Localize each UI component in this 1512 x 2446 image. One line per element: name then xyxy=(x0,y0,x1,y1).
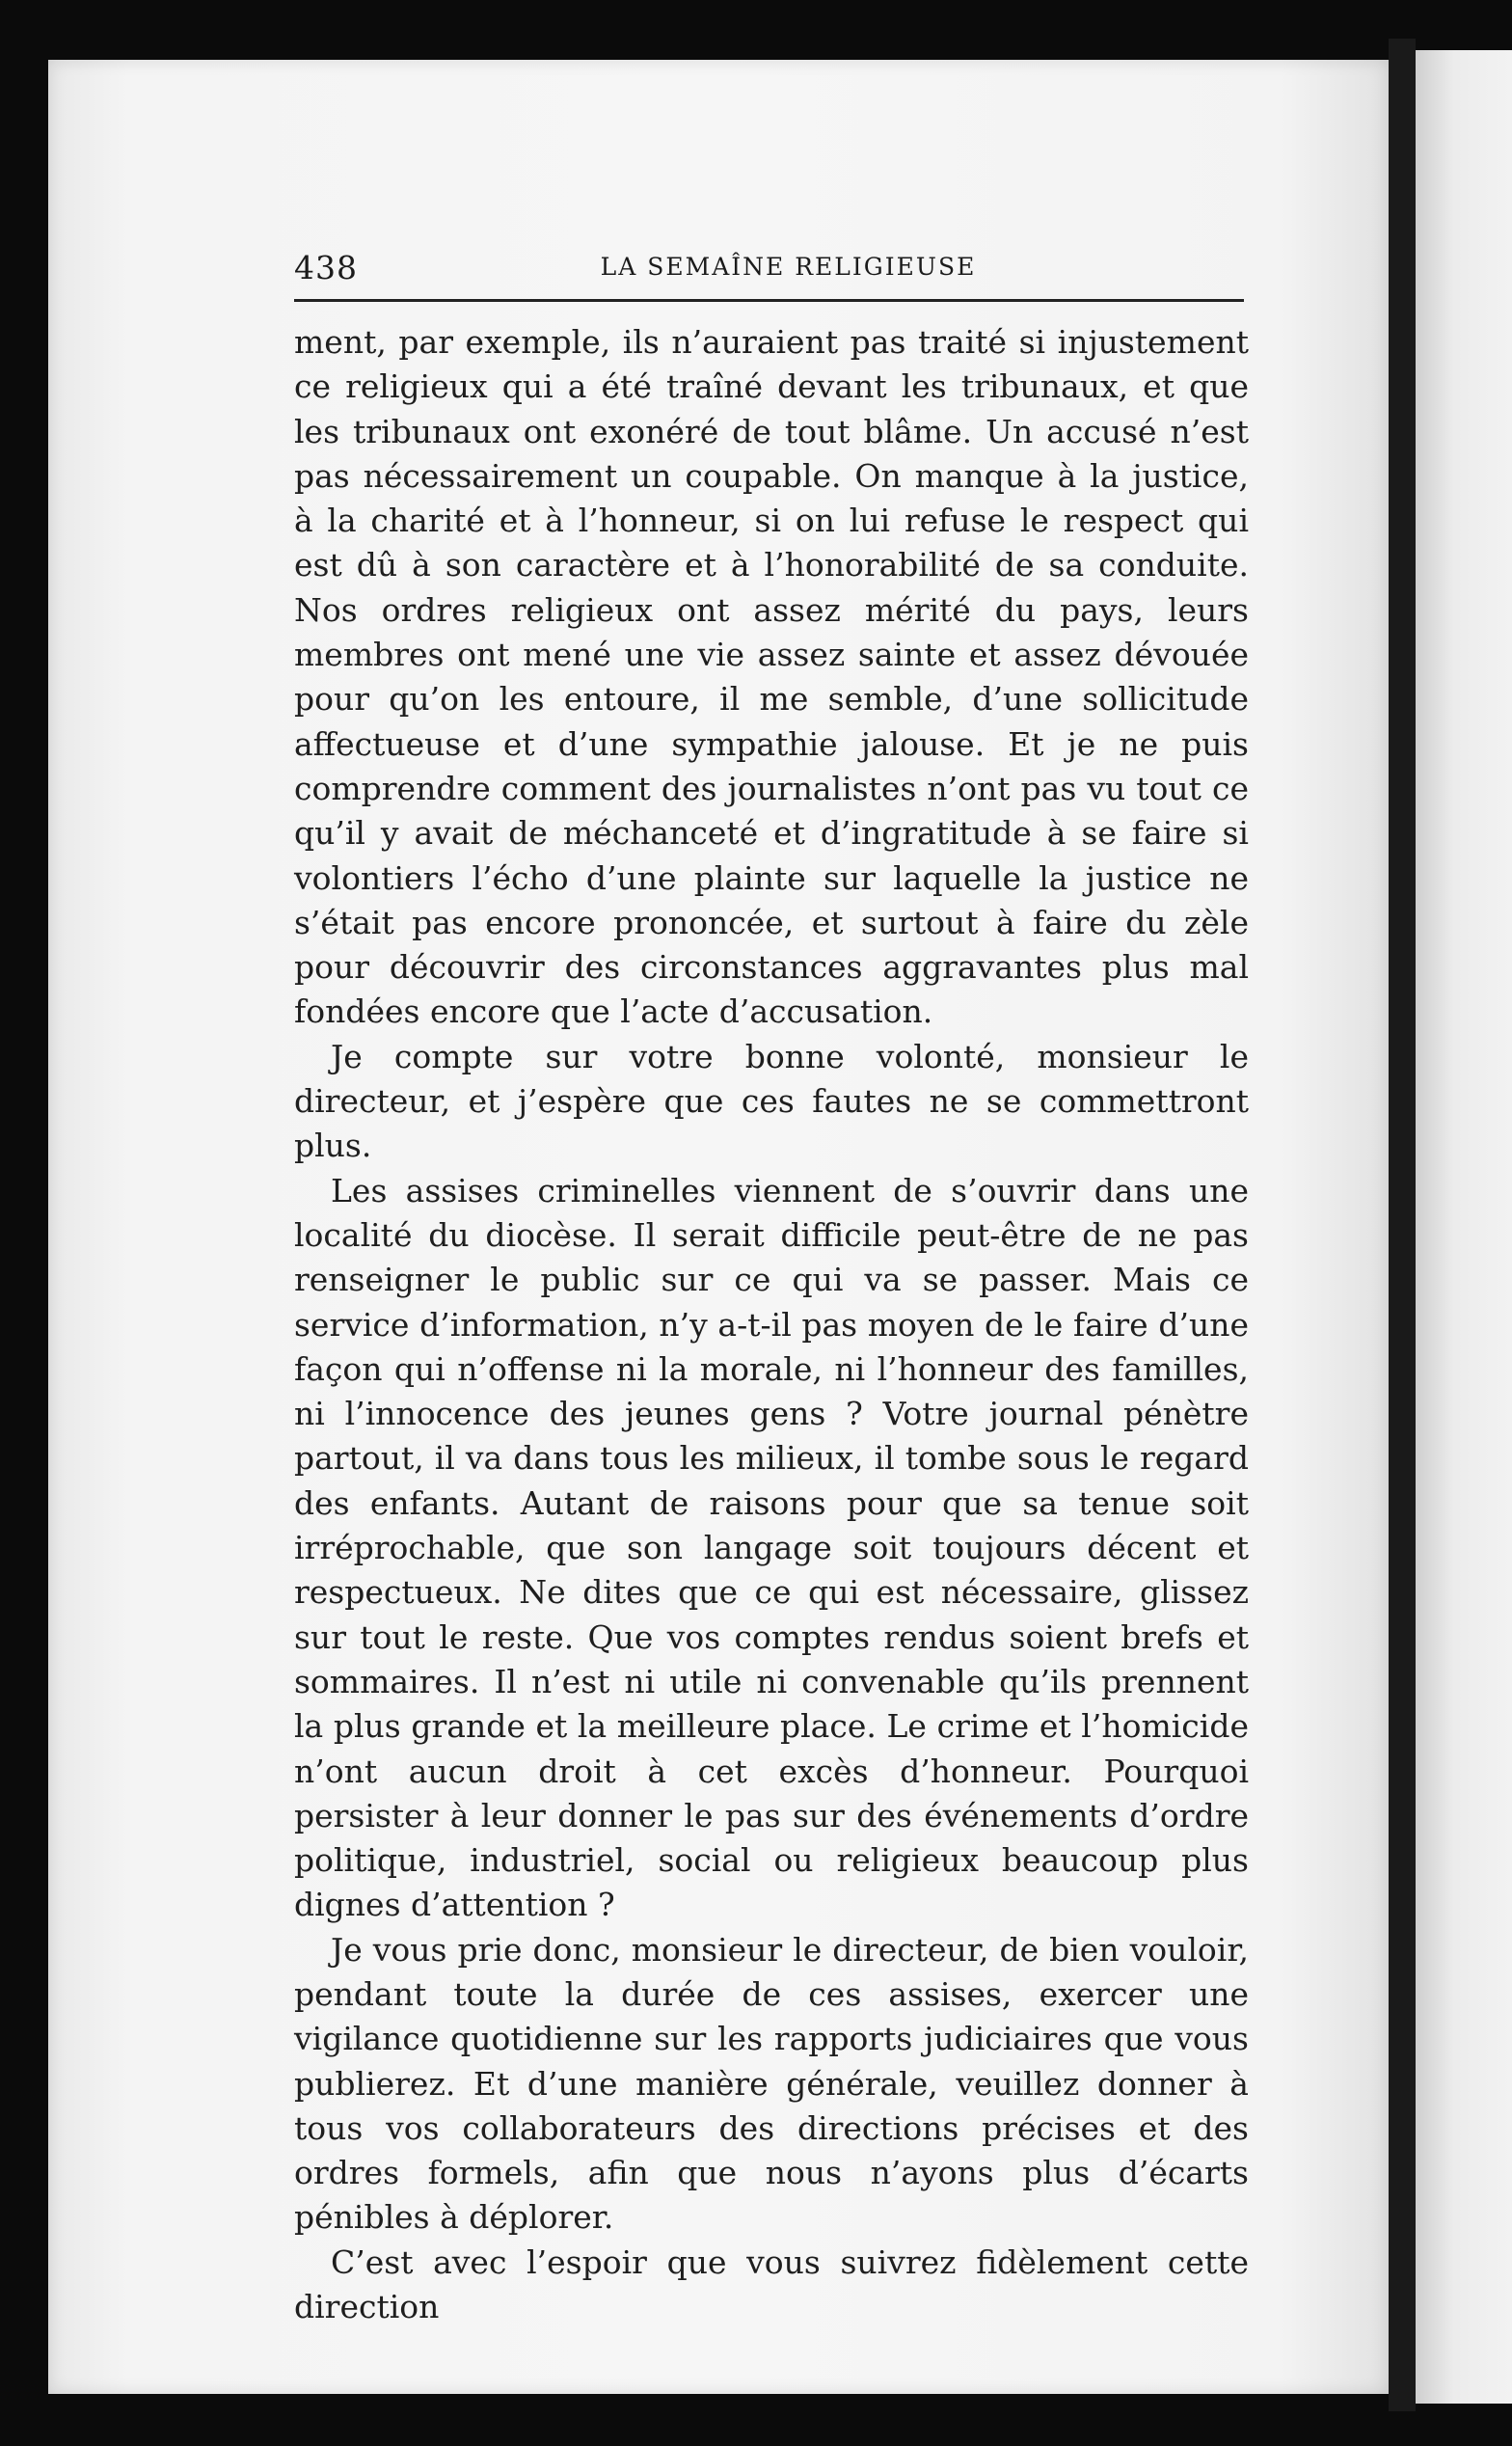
paragraph: Les assises criminelles viennent de s’ouvrir dans une localité du diocèse. Il serait difficile peut-être de ne pas renseigner le public sur ce qui va se passer. Mais ce service d’information, n’y a-t-il pas moyen de le faire d’une façon qui n’offense ni la morale, ni l’honneur des familles, ni l’innocence des jeunes gens ? Votre journal pénètre partout, il va dans tous les milieux, il tombe sous le regard des enfants. Autant de raisons pour que sa tenue soit irréprochable, que son langage soit toujours décent et respectueux. Ne dites que ce qui est nécessaire, glissez sur tout le reste. Que vos comptes rendus soient brefs et sommaires. Il n’est ni utile ni convenable qu’ils prennent la plus grande et la meilleure place. Le crime et l’homicide n’ont aucun droit à cet excès d’honneur. Pourquoi persister à leur donner le pas sur des événements d’ordre politique, industriel, social ou religieux beaucoup plus dignes d’attention ? xyxy=(294,1171,1249,1924)
page-header xyxy=(294,241,1244,302)
adjacent-page-edge xyxy=(1416,50,1512,2404)
paragraph-continued: ment, par exemple, ils n’auraient pas traité si injustement ce religieux qui a été traîné devant les tribunaux, et que les tribunaux ont exonéré de tout blâme. Un accusé n’est pas nécessairement un coupable. On manque à la justice, à la charité et à l’honneur, si on lui refuse le respect qui est dû à son caractère et à l’honorabilité de sa conduite. Nos ordres religieux ont assez mérité du pays, leurs membres ont mené une vie assez sainte et assez dévouée pour qu’on les entoure, il me semble, d’une sollicitude affectueuse et d’une sympathie jalouse. Et je ne puis comprendre comment des journalistes n’ont pas vu tout ce qu’il y avait de méchanceté et d’ingratitude à se faire si volontiers l’écho d’une plainte sur laquelle la justice ne s’était pas encore prononcée, et surtout à faire du zèle pour découvrir des circonstances aggravantes plus mal fondées encore que l’acte d’accusation. xyxy=(294,323,1249,1031)
running-title: LA SEMAÎNE RELIGIEUSE xyxy=(600,253,977,281)
paragraph: Je vous prie donc, monsieur le directeur, de bien vouloir, pendant toute la durée de ces assises, exercer une vigilance quotidienne sur les rapports judiciaires que vous publierez. Et d’une manière générale, veuillez donner à tous vos collaborateurs des directions précises et des ordres formels, afin que nous n’ayons plus d’écarts pénibles à déplorer. xyxy=(294,1930,1249,2237)
page-number: 438 xyxy=(294,249,358,286)
body-text xyxy=(294,320,1249,2329)
paragraph-truncated: C’est avec l’espoir que vous suivrez fidèlement cette direction xyxy=(294,2242,1249,2326)
book-gutter xyxy=(1389,39,1416,2411)
paragraph: Je compte sur votre bonne volonté, monsieur le directeur, et j’espère que ces fautes ne se commettront plus. xyxy=(294,1037,1249,1165)
